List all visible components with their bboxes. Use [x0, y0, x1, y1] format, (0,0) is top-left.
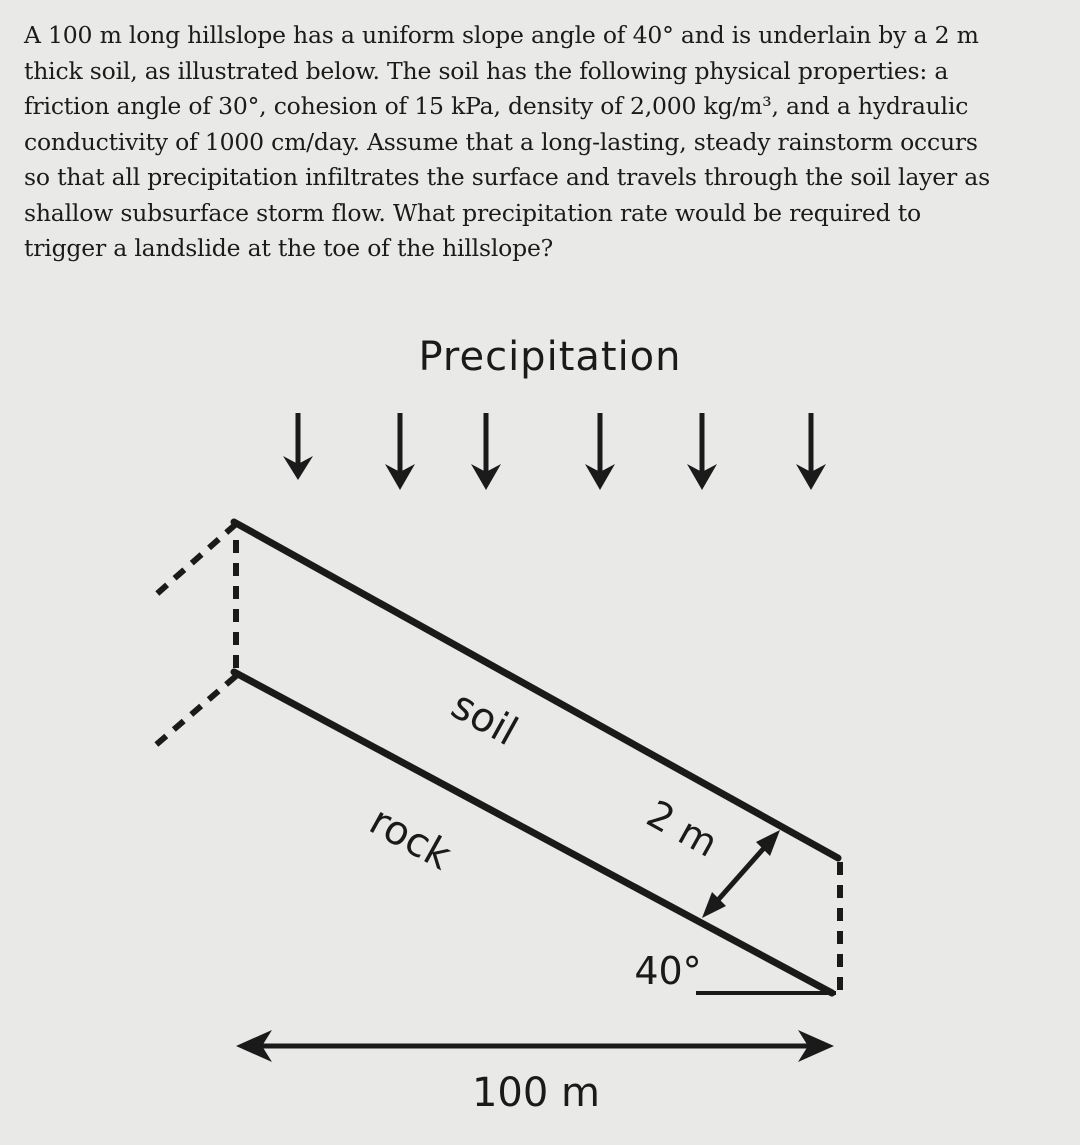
rain-arrows: [283, 413, 826, 490]
problem-line: trigger a landslide at the toe of the hillslope?: [24, 234, 554, 262]
arrow-down-icon: [585, 413, 615, 490]
rock-label: rock: [361, 797, 459, 880]
slope-angle-label: 40°: [634, 949, 702, 993]
soil-label: soil: [443, 682, 525, 756]
arrow-down-icon: [687, 413, 717, 490]
problem-line: friction angle of 30°, cohesion of 15 kPa, density of 2,000 kg/m³, and a hydraulic: [24, 92, 969, 120]
thickness-label: 2 m: [639, 791, 726, 866]
problem-line: conductivity of 1000 cm/day. Assume that a long-lasting, steady rainstorm occurs: [24, 127, 978, 156]
soil-surface-line: [234, 522, 838, 858]
arrow-down-icon: [385, 413, 415, 490]
bedrock-interface-line: [234, 672, 832, 993]
problem-line: so that all precipitation infiltrates the surface and travels through the soil layer as: [24, 163, 990, 191]
arrow-down-icon: [471, 413, 501, 490]
problem-line: shallow subsurface storm flow. What precipitation rate would be required to: [24, 198, 921, 227]
length-dimension-arrow: [236, 1030, 834, 1062]
upslope-continuation: [150, 524, 236, 750]
arrow-down-icon: [283, 413, 313, 480]
problem-line: thick soil, as illustrated below. The soil has the following physical properties: a: [24, 56, 949, 85]
problem-line: A 100 m long hillslope has a uniform slope angle of 40° and is underlain by a 2 m: [24, 21, 979, 49]
arrow-down-icon: [796, 413, 826, 490]
length-label: 100 m: [471, 1070, 601, 1116]
precipitation-label: Precipitation: [418, 334, 682, 380]
